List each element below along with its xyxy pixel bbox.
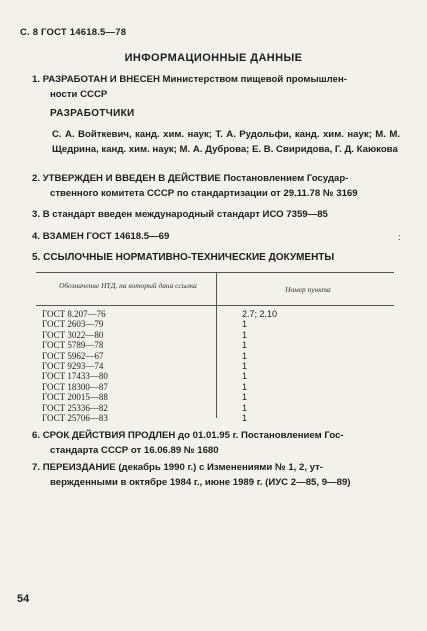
- margin-mark: :: [398, 232, 401, 242]
- table-column-divider: [216, 272, 217, 418]
- table-cell-designation: ГОСТ 9293—74: [42, 361, 104, 371]
- table-cell-clause: 1: [242, 413, 248, 423]
- table-cell-designation: ГОСТ 5962—67: [42, 350, 104, 361]
- table-header-rule: [36, 305, 394, 306]
- table-cell-clause: 1: [242, 319, 248, 330]
- table-cell-designation: ГОСТ 17433—80: [42, 371, 108, 382]
- table-cell-designation: ГОСТ 20015—88: [42, 392, 108, 403]
- table-cell-clause: 1: [242, 381, 248, 392]
- table-cell-designation: ГОСТ 25336—82: [42, 402, 108, 413]
- table-cell-designation: ГОСТ 3022—80: [42, 329, 104, 340]
- table-header-clause: Номер пункта: [285, 285, 331, 294]
- item-4-number: 4.: [32, 231, 41, 242]
- item-1: [32, 72, 404, 87]
- page-header: С. 8 ГОСТ 14618.5—78: [20, 27, 127, 38]
- table-cell-clause: 1: [242, 340, 248, 351]
- item-4: [32, 229, 169, 244]
- item-6-bold: СРОК ДЕЙСТВИЯ ПРОДЛЕН: [42, 430, 176, 441]
- item-2-number: 2.: [32, 173, 41, 184]
- developers-heading: РАЗРАБОТЧИКИ: [50, 108, 135, 119]
- item-1-number: 1.: [32, 74, 41, 85]
- item-1-text: Министерством пищевой промышлен-: [162, 74, 347, 85]
- page-title: ИНФОРМАЦИОННЫЕ ДАННЫЕ: [124, 52, 303, 64]
- page-number: 54: [17, 593, 30, 605]
- item-3-number: 3.: [32, 209, 41, 220]
- item-1-cont: ности СССР: [50, 89, 108, 100]
- table-cell-designation: ГОСТ 25706—83: [42, 413, 108, 423]
- item-6-cont: стандарта СССР от 16.06.89 № 1680: [50, 445, 219, 456]
- item-7-bold: ПЕРЕИЗДАНИЕ: [42, 462, 116, 473]
- item-7-text: (декабрь 1990 г.) с Изменениями № 1, 2, ут-: [118, 462, 323, 473]
- item-5: [32, 250, 334, 265]
- table-cell-designation: ГОСТ 8.207—76: [42, 309, 106, 319]
- table-cell-designation: ГОСТ 18300—87: [42, 381, 108, 392]
- item-2: [32, 171, 404, 186]
- item-1-bold: РАЗРАБОТАН И ВНЕСЕН: [42, 74, 160, 85]
- item-3-text: В стандарт введен международный стандарт ИСО 7359—85: [42, 209, 328, 220]
- table-header-designation: Обозначение НТД, на который дана ссылка: [59, 281, 197, 290]
- item-2-bold: УТВЕРЖДЕН И ВВЕДЕН В ДЕЙСТВИЕ: [42, 173, 221, 184]
- table-cell-designation: ГОСТ 2603—79: [42, 319, 104, 330]
- item-6: [32, 428, 404, 443]
- table-cell-clause: 1: [242, 371, 248, 382]
- item-6-text: до 01.01.95 г. Постановлением Гос-: [178, 430, 344, 441]
- item-2-text: Постановлением Государ-: [223, 173, 349, 184]
- item-3: [32, 207, 328, 222]
- table-top-rule: [36, 272, 394, 273]
- item-5-text: ССЫЛОЧНЫЕ НОРМАТИВНО-ТЕХНИЧЕСКИЕ ДОКУМЕНТЫ: [43, 252, 335, 263]
- item-7-cont: вержденными в октябре 1984 г., июне 1989 г. (ИУС 2—85, 9—89): [50, 477, 351, 488]
- item-7: [32, 460, 404, 475]
- developers-list: С. А. Войткевич, канд. хим. наук; Т. А. Рудольфи, канд. хим. наук; М. М. Щедрина, канд. хим. наук; М. А. Дуброва; Е. В. Свиридова, Г. Д. Каюкова: [52, 129, 400, 155]
- table-cell-clause: 1: [242, 329, 248, 340]
- table-cell-designation: ГОСТ 5789—78: [42, 340, 104, 351]
- item-7-number: 7.: [32, 462, 41, 473]
- table-cell-clause: 1: [242, 361, 248, 371]
- item-2-cont: ственного комитета СССР по стандартизации от 29.11.78 № 3169: [50, 188, 358, 199]
- table-cell-clause: 1: [242, 392, 248, 403]
- item-4-text: ВЗАМЕН ГОСТ 14618.5—69: [42, 231, 170, 242]
- item-5-number: 5.: [32, 252, 41, 263]
- table-cell-clause: 2.7; 2.10: [242, 309, 278, 319]
- table-cell-clause: 1: [242, 402, 248, 413]
- table-cell-clause: 1: [242, 350, 248, 361]
- item-6-number: 6.: [32, 430, 41, 441]
